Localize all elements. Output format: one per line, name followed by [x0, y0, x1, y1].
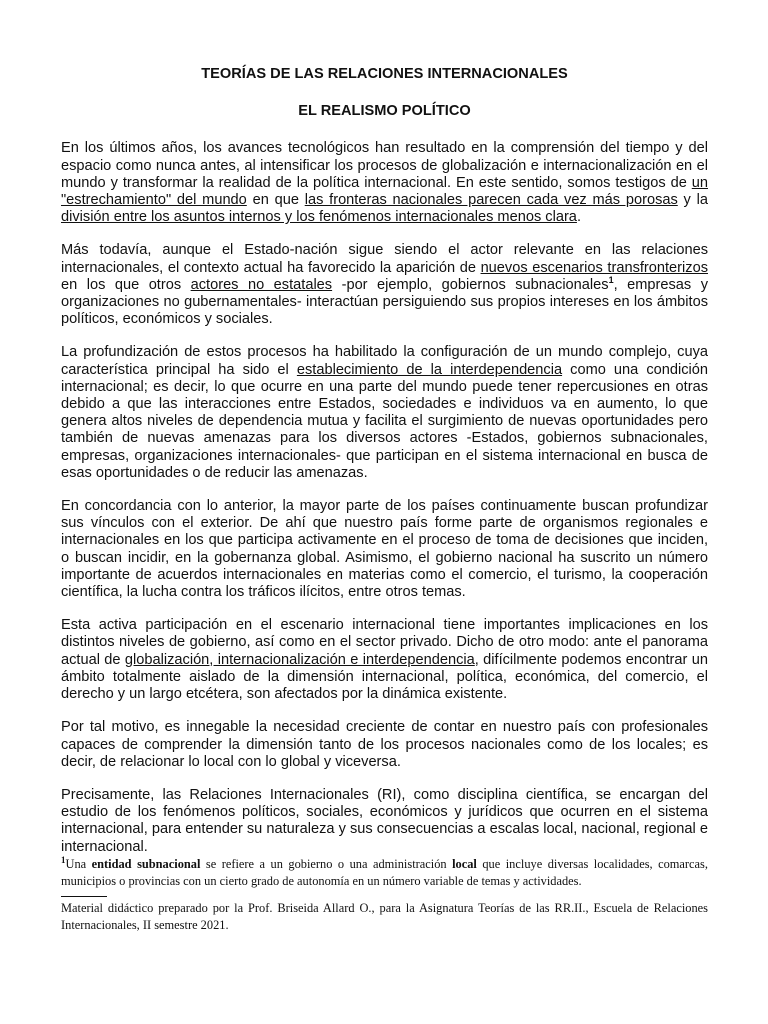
footnote-area — [61, 856, 708, 934]
footnote-text-c: que incluye diversas localidades, comarcas, municipios o provincias con un cierto grado de autonomía en un número variable de temas y actividades. — [61, 857, 708, 888]
paragraph-7: Precisamente, las Relaciones Internacionales (RI), como disciplina científica, se encargan del estudio de los fenómenos políticos, sociales, económicos y jurídicos que ocurren en el sistema internacional, para entender su naturaleza y sus consecuencias a escalas local, nacional, regional e internacional. — [61, 786, 708, 855]
paragraph-2-underline-2: actores no estatales — [190, 276, 333, 293]
footnote-reference[interactable]: 1 — [608, 274, 614, 285]
paragraph-2-underline-1: nuevos escenarios transfronterizos — [480, 259, 708, 276]
footnote-1 — [61, 856, 708, 890]
footnote-text-a: Una — [65, 857, 92, 871]
footnote-text-b: se refiere a un gobierno o una administración — [200, 857, 453, 871]
paragraph-1-underline-3: división entre los asuntos internos y los fenómenos internacionales menos clara — [61, 209, 577, 226]
footnote-mark: 1 — [61, 854, 66, 865]
paragraph-2-text-a: Más todavía, aunque el Estado-nación sigue siendo el actor relevante en las relaciones internacionales, el contexto actual ha favorecido la aparición de — [61, 242, 708, 276]
paragraph-1-text-c: y la — [677, 192, 708, 209]
paragraph-6: Por tal motivo, es innegable la necesidad creciente de contar en nuestro país con profesionales capaces de comprender la dimensión tanto de los procesos nacionales como de los locales; es decir, de relacionar lo local con lo global y viceversa. — [61, 719, 708, 770]
paragraph-2-text-b: en los que otros — [61, 276, 191, 293]
document-subtitle: EL REALISMO POLÍTICO — [298, 103, 471, 120]
paragraph-3-text-b: como una condición internacional; es decir, lo que ocurre en una parte del mundo puede tener repercusiones en otras debido a que las interacciones entre Estados, sociedades e individuos va en aumento, lo que genera altos niveles de dependencia mutua y facilita el surgimiento de nuevas oportunidades pero también de nuevas amenazas para los diversos actores -Estados, gobiernos subnacionales, empresas, organizaciones internacionales- que participan en el sistema internacional en busca de esas oportunidades o de reducir las amenazas. — [61, 361, 709, 481]
paragraph-4: En concordancia con lo anterior, la mayor parte de los países continuamente buscan profundizar sus vínculos con el exterior. De ahí que nuestro país forme parte de organismos regionales e internacionales en los que participa activamente en el proceso de toma de decisiones que inciden, o buscan incidir, en la gobernanza global. Asimismo, el gobierno nacional ha suscrito un número importante de acuerdos internacionales en materias como el comercio, el turismo, la cooperación científica, la lucha contra los tráficos ilícitos, entre otros temas. — [61, 498, 708, 601]
paragraph-1-text-a: En los últimos años, los avances tecnológicos han resultado en la comprensión del tiempo y del espacio como nunca antes, al intensificar los procesos de globalización e internacionalización en el mundo y transformar la realidad de la política internacional. En este sentido, somos testigos de — [61, 140, 708, 191]
document-body — [61, 66, 708, 872]
paragraph-5-text-a: Esta activa participación en el escenario internacional tiene importantes implicaciones en los distintos niveles de gobierno, así como en el sector privado. Dicho de otro modo: ante el panorama actual de — [61, 617, 708, 668]
footnote-divider — [61, 896, 107, 897]
footnote-term-local: local — [452, 857, 477, 871]
paragraph-1-underline-2: las fronteras nacionales parecen cada vez más porosas — [304, 192, 678, 209]
credit-note: Material didáctico preparado por la Prof. Briseida Allard O., para la Asignatura Teorías de las RR.II., Escuela de Relaciones Internacionales, II semestre 2021. — [61, 901, 708, 932]
paragraph-2 — [61, 242, 708, 328]
paragraph-3 — [61, 344, 708, 482]
paragraph-5-text-b: , difícilmente podemos encontrar un ámbito totalmente aislado de la dimensión internacional, política, económica, del comercio, el derecho y un largo etcétera, son afectados por la dinámica existente. — [61, 651, 708, 703]
paragraph-1-text-b: en que — [246, 192, 305, 209]
paragraph-5-underline-1: globalización, internacionalización e interdependencia — [124, 651, 475, 668]
paragraph-2-text-c: -por ejemplo, gobiernos subnacionales — [332, 276, 609, 293]
paragraph-2-text-d: , empresas y organizaciones no gubernamentales- interactúan persiguiendo sus propios intereses en los ámbitos políticos, económicos y sociales. — [61, 276, 708, 328]
paragraph-3-text-a: La profundización de estos procesos ha habilitado la configuración de un mundo complejo, cuya característica principal ha sido el — [61, 344, 708, 378]
paragraph-1-text-d: . — [576, 209, 581, 226]
paragraph-1-underline-1: un "estrechamiento" del mundo — [61, 174, 708, 209]
footnote-term-subnational: entidad subnacional — [91, 857, 201, 871]
document-title: TEORÍAS DE LAS RELACIONES INTERNACIONALES — [201, 66, 568, 82]
paragraph-3-underline-1: establecimiento de la interdependencia — [296, 361, 563, 378]
paragraph-5 — [61, 617, 708, 703]
paragraph-1 — [61, 140, 708, 226]
